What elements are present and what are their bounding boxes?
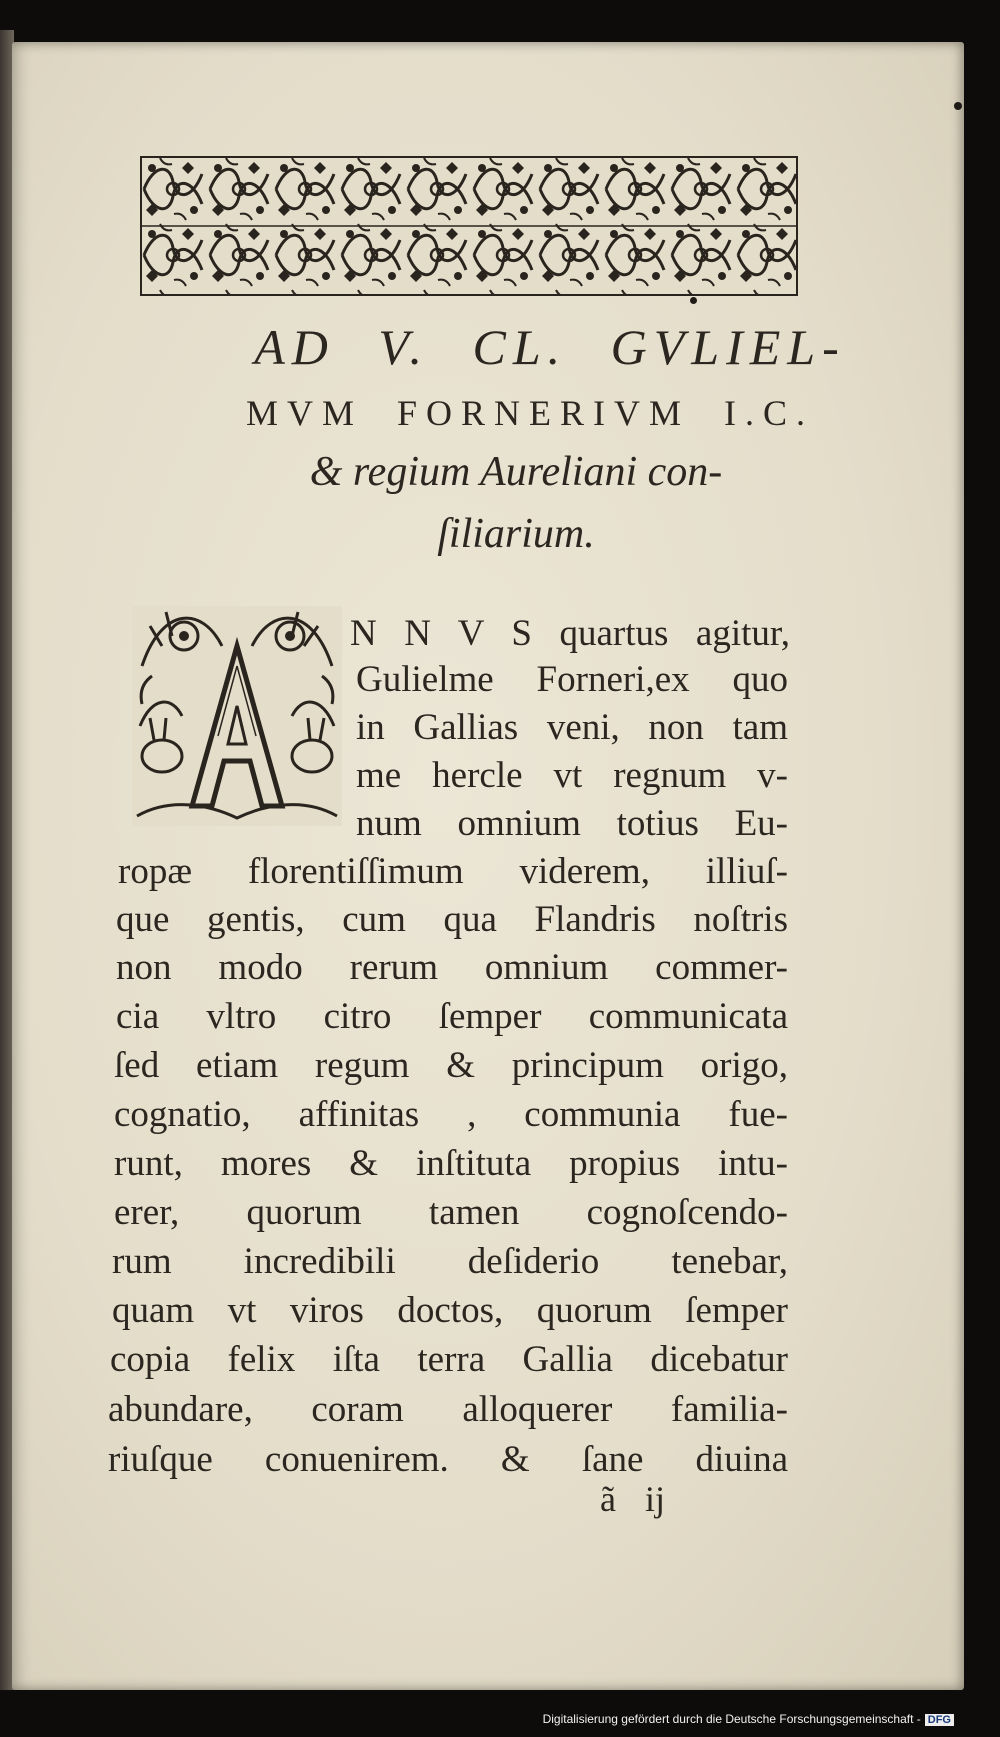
text-line: ropæ florentiſſimum viderem, illiuſ- <box>118 851 788 892</box>
text-line: abundare, coram alloquerer familia- <box>108 1389 788 1430</box>
title-line-1: AD V. CL. GVLIEL- <box>254 319 846 375</box>
text-line: rum incredibili deſiderio tenebar, <box>112 1241 788 1282</box>
ornamental-header-band <box>140 156 798 296</box>
text-line: que gentis, cum qua Flandris noſtris <box>116 899 788 940</box>
text-line: num omnium totius Eu- <box>356 803 788 844</box>
text-line: riuſque conuenirem. & ſane diuina <box>108 1439 788 1480</box>
text-line: copia felix iſta terra Gallia dicebatur <box>110 1339 788 1380</box>
text-line: non modo rerum omnium commer- <box>116 947 788 988</box>
ink-speck <box>954 102 962 110</box>
text-line: runt, mores & inſtituta propius intu- <box>114 1143 788 1184</box>
text-line: Gulielme Forneri,ex quo <box>356 659 788 700</box>
dfg-logo: DFG <box>925 1714 954 1726</box>
signature-mark: ã ij <box>600 1479 665 1519</box>
title-line-2: MVM FORNERIVM I.C. <box>245 393 815 433</box>
text-line: in Gallias veni, non tam <box>356 707 788 748</box>
text-line: ſed etiam regum & principum origo, <box>114 1045 788 1086</box>
text-line: quam vt viros doctos, quorum ſemper <box>112 1290 788 1331</box>
title-line-3: & regium Aureliani con- <box>309 449 723 495</box>
text-line: cognatio, affinitas , communia fue- <box>114 1094 788 1135</box>
ink-speck <box>690 297 697 304</box>
text-line: cia vltro citro ſemper communicata <box>116 996 788 1037</box>
text-line: N N V S quartus agitur, <box>350 613 790 654</box>
text-line: me hercle vt regnum v- <box>356 755 788 796</box>
footer-text: Digitalisierung gefördert durch die Deutsche Forschungsgemeinschaft - <box>542 1712 921 1726</box>
decorated-initial-icon <box>132 606 342 826</box>
text-line: erer, quorum tamen cognoſcendo- <box>114 1192 788 1233</box>
title-line-4: ſiliarium. <box>437 511 595 557</box>
digitization-footer <box>543 1712 954 1726</box>
